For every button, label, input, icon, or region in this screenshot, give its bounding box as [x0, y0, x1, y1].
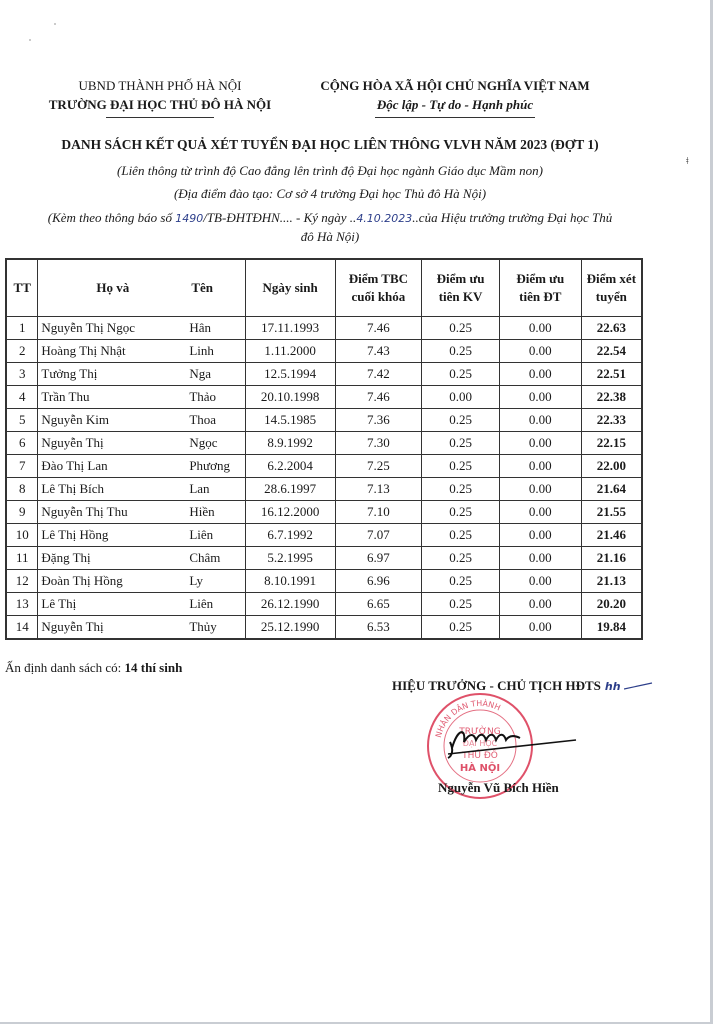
cell-tt: 2: [6, 340, 38, 363]
subtitle-program: (Liên thông từ trình độ Cao đẳng lên trình độ Đại học ngành Giáo dục Mầm non): [117, 163, 543, 178]
issuer-name: TRƯỜNG ĐẠI HỌC THỦ ĐÔ HÀ NỘI: [48, 97, 272, 112]
cell-xet-tuyen: 22.51: [581, 363, 642, 386]
cell-ten: Nga: [187, 363, 245, 386]
cell-ho-va: Đặng Thị: [38, 547, 187, 570]
signatory-title: HIỆU TRƯỞNG - CHỦ TỊCH HĐTS hh: [392, 678, 654, 694]
summary-line: [5, 660, 182, 676]
stamp-text-1: TRƯỜNG: [459, 727, 501, 737]
cell-ngay-sinh: 6.2.2004: [245, 455, 335, 478]
cell-ho-va: Lê Thị Hồng: [38, 524, 187, 547]
cell-xet-tuyen: 21.16: [581, 547, 642, 570]
cell-tbc: 7.43: [335, 340, 422, 363]
table-row: [6, 363, 642, 386]
cell-ten: Thoa: [187, 409, 245, 432]
initial-stroke: [624, 681, 654, 693]
cell-ho-va: Nguyễn Thị: [38, 616, 187, 640]
notice-number: 1490: [175, 212, 204, 225]
document-title: DANH SÁCH KẾT QUẢ XÉT TUYỂN ĐẠI HỌC LIÊN THÔNG VLVH NĂM 2023 (ĐỢT 1): [61, 137, 599, 152]
cell-tbc: 6.96: [335, 570, 422, 593]
cell-ten: Ngọc: [187, 432, 245, 455]
cell-xet-tuyen: 20.20: [581, 593, 642, 616]
table-row: [6, 386, 642, 409]
cell-kv: 0.25: [422, 616, 500, 640]
cell-xet-tuyen: 22.15: [581, 432, 642, 455]
notice-mid: /TB-ĐHTĐHN.... - Ký ngày ..: [203, 210, 357, 225]
table-row: [6, 524, 642, 547]
cell-tbc: 7.46: [335, 386, 422, 409]
cell-dt: 0.00: [499, 432, 581, 455]
cell-dt: 0.00: [499, 409, 581, 432]
subtitle-location: (Địa điểm đào tạo: Cơ sở 4 trường Đại học Thủ đô Hà Nội): [173, 186, 487, 201]
cell-xet-tuyen: 21.13: [581, 570, 642, 593]
cell-tt: 7: [6, 455, 38, 478]
issuer-header: [40, 76, 280, 118]
col-header-tbc: Điểm TBC cuối khóa: [335, 259, 422, 317]
cell-tbc: 7.13: [335, 478, 422, 501]
cell-ten: Liên: [187, 524, 245, 547]
motto: Độc lập - Tự do - Hạnh phúc: [376, 97, 534, 112]
cell-dt: 0.00: [499, 501, 581, 524]
results-table: [5, 258, 643, 640]
cell-dt: 0.00: [499, 524, 581, 547]
cell-ho-va: Nguyễn Thị: [38, 432, 187, 455]
table-row: [6, 340, 642, 363]
notice-reference: [0, 209, 660, 246]
cell-kv: 0.25: [422, 478, 500, 501]
cell-ten: Ly: [187, 570, 245, 593]
cell-tt: 4: [6, 386, 38, 409]
cell-ho-va: Nguyễn Thị Ngọc: [38, 317, 187, 340]
cell-ho-va: Lê Thị: [38, 593, 187, 616]
cell-ho-va: Lê Thị Bích: [38, 478, 187, 501]
cell-kv: 0.25: [422, 317, 500, 340]
cell-ngay-sinh: 8.9.1992: [245, 432, 335, 455]
col-header-ngay-sinh: Ngày sinh: [245, 259, 335, 317]
cell-ngay-sinh: 5.2.1995: [245, 547, 335, 570]
cell-ngay-sinh: 1.11.2000: [245, 340, 335, 363]
table-row: [6, 616, 642, 640]
table-row: [6, 432, 642, 455]
notice-suffix: ..của Hiệu trưởng trường Đại học Thủ: [412, 210, 613, 225]
cell-ten: Phương: [187, 455, 245, 478]
cell-dt: 0.00: [499, 340, 581, 363]
summary-count: 14 thí sinh: [124, 660, 183, 675]
table-row: [6, 317, 642, 340]
cell-tbc: 6.97: [335, 547, 422, 570]
cell-kv: 0.25: [422, 409, 500, 432]
handwritten-initial: hh: [604, 680, 621, 693]
cell-tbc: 7.46: [335, 317, 422, 340]
cell-kv: 0.25: [422, 524, 500, 547]
handwritten-signature: [440, 722, 580, 762]
table-row: [6, 455, 642, 478]
country-name: CỘNG HÒA XÃ HỘI CHỦ NGHĨA VIỆT NAM: [320, 78, 590, 93]
cell-dt: 0.00: [499, 455, 581, 478]
cell-kv: 0.25: [422, 547, 500, 570]
cell-xet-tuyen: 21.46: [581, 524, 642, 547]
col-header-kv: Điểm ưu tiên KV: [422, 259, 500, 317]
cell-kv: 0.25: [422, 455, 500, 478]
cell-ngay-sinh: 26.12.1990: [245, 593, 335, 616]
col-header-ten: Tên: [187, 259, 245, 317]
cell-xet-tuyen: 22.38: [581, 386, 642, 409]
cell-xet-tuyen: 21.55: [581, 501, 642, 524]
cell-xet-tuyen: 22.63: [581, 317, 642, 340]
cell-ten: Hân: [187, 317, 245, 340]
cell-tt: 10: [6, 524, 38, 547]
cell-tbc: 7.42: [335, 363, 422, 386]
cell-ngay-sinh: 20.10.1998: [245, 386, 335, 409]
stamp-text-4: HÀ NỘI: [459, 763, 501, 774]
cell-kv: 0.25: [422, 593, 500, 616]
issuer-authority: UBND THÀNH PHỐ HÀ NỘI: [78, 78, 242, 93]
col-header-tt: TT: [6, 259, 38, 317]
cell-tt: 14: [6, 616, 38, 640]
notice-prefix: (Kèm theo thông báo số: [47, 210, 176, 225]
motto-underline: [375, 117, 535, 118]
summary-label: Ấn định danh sách có:: [5, 660, 125, 675]
cell-tt: 3: [6, 363, 38, 386]
cell-ngay-sinh: 12.5.1994: [245, 363, 335, 386]
cell-dt: 0.00: [499, 616, 581, 640]
col-header-xet-tuyen: Điểm xét tuyển: [581, 259, 642, 317]
notice-date: 4.10.2023: [356, 212, 413, 225]
cell-ho-va: Trần Thu: [38, 386, 187, 409]
cell-kv: 0.00: [422, 386, 500, 409]
cell-ngay-sinh: 28.6.1997: [245, 478, 335, 501]
cell-xet-tuyen: 19.84: [581, 616, 642, 640]
cell-ten: Hiền: [187, 501, 245, 524]
cell-ngay-sinh: 8.10.1991: [245, 570, 335, 593]
cell-tt: 9: [6, 501, 38, 524]
cell-kv: 0.25: [422, 570, 500, 593]
table-row: [6, 409, 642, 432]
cell-ten: Liên: [187, 593, 245, 616]
table-header-row: [6, 259, 642, 317]
cell-tt: 11: [6, 547, 38, 570]
cell-ngay-sinh: 16.12.2000: [245, 501, 335, 524]
scan-mark: ǂ: [686, 156, 689, 167]
cell-tt: 1: [6, 317, 38, 340]
cell-tbc: 7.10: [335, 501, 422, 524]
cell-ten: Lan: [187, 478, 245, 501]
stamp-arc-text: NHÂN DÂN THÀNH: [433, 698, 502, 739]
cell-tbc: 7.25: [335, 455, 422, 478]
table-row: [6, 501, 642, 524]
cell-xet-tuyen: 21.64: [581, 478, 642, 501]
cell-ho-va: Tưởng Thị: [38, 363, 187, 386]
table-row: [6, 478, 642, 501]
cell-tbc: 7.30: [335, 432, 422, 455]
cell-xet-tuyen: 22.54: [581, 340, 642, 363]
cell-kv: 0.25: [422, 432, 500, 455]
cell-tt: 12: [6, 570, 38, 593]
cell-ten: Châm: [187, 547, 245, 570]
cell-ten: Thảo: [187, 386, 245, 409]
cell-tt: 5: [6, 409, 38, 432]
cell-ho-va: Nguyễn Thị Thu: [38, 501, 187, 524]
scan-speck: [54, 23, 56, 25]
cell-tt: 6: [6, 432, 38, 455]
cell-kv: 0.25: [422, 363, 500, 386]
cell-ngay-sinh: 17.11.1993: [245, 317, 335, 340]
table-row: [6, 547, 642, 570]
cell-ngay-sinh: 14.5.1985: [245, 409, 335, 432]
cell-dt: 0.00: [499, 478, 581, 501]
cell-xet-tuyen: 22.00: [581, 455, 642, 478]
cell-tbc: 7.07: [335, 524, 422, 547]
notice-suffix-2: đô Hà Nội): [300, 229, 360, 244]
scan-speck: [29, 39, 31, 41]
cell-kv: 0.25: [422, 501, 500, 524]
cell-ngay-sinh: 6.7.1992: [245, 524, 335, 547]
stamp-text-3: THỦ ĐÔ: [462, 751, 498, 761]
col-header-dt: Điểm ưu tiên ĐT: [499, 259, 581, 317]
issuer-underline: [106, 117, 214, 118]
cell-dt: 0.00: [499, 317, 581, 340]
national-motto-header: [305, 76, 605, 118]
cell-ho-va: Hoàng Thị Nhật: [38, 340, 187, 363]
cell-ten: Linh: [187, 340, 245, 363]
cell-dt: 0.00: [499, 386, 581, 409]
cell-dt: 0.00: [499, 570, 581, 593]
table-row: [6, 593, 642, 616]
cell-tbc: 6.65: [335, 593, 422, 616]
cell-dt: 0.00: [499, 363, 581, 386]
stamp-text-2: ĐẠI HỌC: [462, 739, 498, 748]
cell-tt: 13: [6, 593, 38, 616]
cell-tbc: 6.53: [335, 616, 422, 640]
cell-ho-va: Đoàn Thị Hồng: [38, 570, 187, 593]
cell-ho-va: Đào Thị Lan: [38, 455, 187, 478]
col-header-ho-va: Họ và: [38, 259, 187, 317]
cell-dt: 0.00: [499, 593, 581, 616]
cell-xet-tuyen: 22.33: [581, 409, 642, 432]
cell-ten: Thủy: [187, 616, 245, 640]
cell-ngay-sinh: 25.12.1990: [245, 616, 335, 640]
cell-dt: 0.00: [499, 547, 581, 570]
cell-ho-va: Nguyễn Kim: [38, 409, 187, 432]
signer-name: Nguyễn Vũ Bích Hiền: [438, 780, 559, 795]
table-row: [6, 570, 642, 593]
cell-kv: 0.25: [422, 340, 500, 363]
cell-tbc: 7.36: [335, 409, 422, 432]
cell-tt: 8: [6, 478, 38, 501]
